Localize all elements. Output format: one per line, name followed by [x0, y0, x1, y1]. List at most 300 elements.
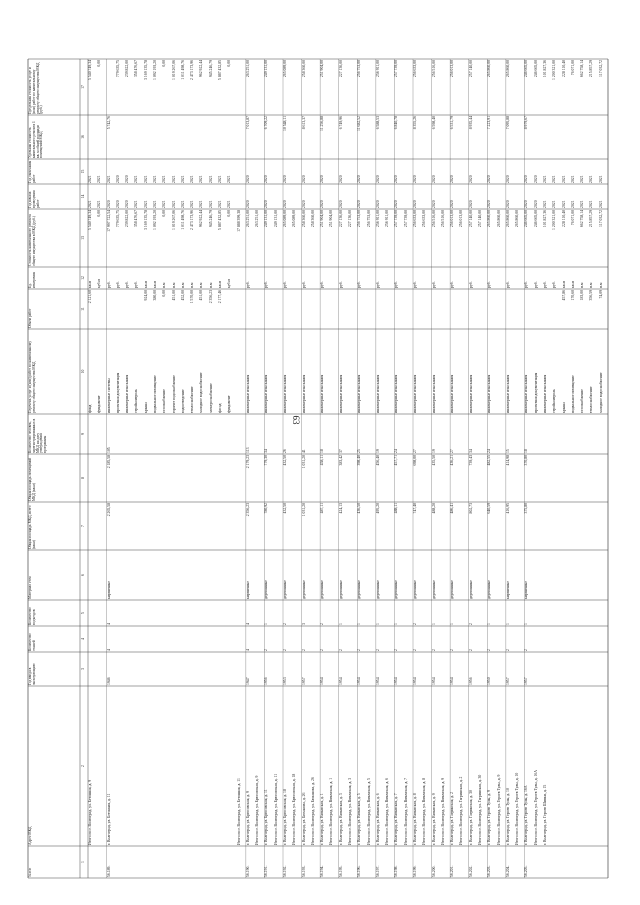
table-cell-y2: 2021	[598, 175, 603, 183]
table-cell-year: 1954	[375, 677, 380, 685]
table-cell-lim: 249 131,00	[264, 60, 269, 78]
table-cell-addr: Итого по г. Волгоград, ул. Гагринская, д. 30	[478, 774, 482, 845]
table-cell-y2: 2021	[570, 175, 575, 183]
table-cell-y1: 2021	[171, 200, 176, 208]
table-cell-addr: Итого по г. Волгоград, ул. Вязьмская, д. 6	[385, 777, 390, 845]
table-cell-y2: 2021	[190, 175, 195, 183]
column-header: Перечень услуг и (или) работ по капитальному ремонту общего имущества МКД	[28, 340, 36, 413]
table-cell-en: 2	[468, 623, 473, 625]
table-cell-year: 1954	[338, 677, 343, 685]
table-cell-cost: 265 860,00	[505, 210, 510, 228]
table-cell-cost: 256 013,00	[450, 210, 455, 228]
table-cell-mat: деревянные	[450, 580, 455, 599]
table-cell-spec: 8 935,44	[468, 116, 473, 130]
table-cell-year: 1946	[106, 677, 111, 685]
table-cell-y1: 2020	[533, 200, 538, 208]
table-cell-area: 640,59	[487, 503, 492, 514]
table-cell-lim: 246 665,00	[533, 60, 538, 78]
table-cell-addr: Итого по г. Волгоград, ул. Вязьмская, д. 9	[440, 777, 445, 845]
table-cell-fl: 2	[505, 649, 510, 651]
table-cell-vol: 0,00	[162, 290, 167, 297]
page-number: 63	[291, 415, 301, 425]
table-cell-work: инженерные изыскания	[338, 374, 343, 413]
table-cell-y2: 2021	[218, 175, 222, 183]
table-cell-spec: 6 588,53	[375, 116, 380, 130]
table-cell-lim: 239 822,00	[125, 60, 130, 78]
table-cell-area: 780,92	[264, 503, 269, 514]
table-cell-y1: 2020	[450, 200, 455, 208]
table-cell-lim: 256 633,00	[413, 60, 417, 78]
table-cell-mat: кирпичные	[505, 580, 510, 599]
table-cell-parea: 2 179,23	[245, 455, 250, 469]
table-cell-mat: деревянные	[357, 580, 362, 599]
table-cell-addr: г. Волгоград, ул. Гагринская, д. 30	[468, 790, 473, 845]
table-cell-ppl: 19	[375, 449, 380, 453]
table-cell-mat: деревянные	[468, 580, 473, 599]
table-cell-y2: 2020	[320, 175, 325, 183]
table-cell-cost: 256 753,00	[357, 210, 362, 228]
table-cell-lim: 256 911,00	[375, 60, 380, 77]
table-cell-area: 436,50	[357, 503, 362, 514]
table-cell-num: 56.191.	[264, 865, 269, 877]
table-cell-y2: 2020	[125, 175, 130, 183]
table-cell-cost: 246 665,00	[533, 210, 538, 228]
table-cell-parea: 456,40	[375, 455, 380, 466]
column-header: Ед. измерения	[28, 271, 36, 288]
table-cell-vol: 74,09	[598, 290, 603, 299]
table-cell-spec: 10 548,11	[283, 116, 287, 132]
table-cell-unit: кв.м	[561, 281, 566, 288]
column-number: 7	[80, 525, 85, 527]
table-cell-ppl: 15	[505, 449, 510, 453]
column-number: 8	[80, 477, 85, 479]
table-cell-year: 1954	[394, 677, 399, 685]
table-cell-parea: 457,71	[394, 455, 399, 466]
column-number: 4	[80, 638, 85, 640]
table-cell-unit: руб.	[524, 281, 529, 288]
table-cell-work: инженерные изыскания	[505, 374, 510, 413]
table-cell-num: 56.203.	[487, 865, 492, 877]
table-cell-ppl: 24	[394, 449, 399, 453]
table-cell-spec: 8 613,37	[301, 116, 306, 130]
table-cell-cost: 1 200 321,00	[552, 210, 557, 230]
table-cell-y1: 2020	[320, 200, 325, 208]
table-cell-unit: кв.м	[88, 281, 92, 288]
table-cell-spec: 8 355,26	[413, 116, 417, 130]
table-cell-y2: 2020	[301, 175, 306, 183]
table-cell-fl: 2	[487, 649, 492, 651]
table-cell-spec: 6 531,79	[450, 116, 455, 130]
table-cell-mat: деревянные	[283, 580, 287, 599]
table-cell-en: 2	[283, 623, 287, 625]
table-cell-year: 1953	[283, 677, 287, 685]
table-cell-addr: Итого по г. Волгоград, ул. Героев Тулы, д. 10	[515, 772, 520, 845]
table-cell-ppl: 41	[301, 449, 306, 453]
table-cell-cost: 0,00	[97, 210, 102, 217]
table-cell-fl: 2	[394, 649, 399, 651]
table-cell-addr: г. Волгоград, ул. Вязьмская, д. 7	[394, 793, 399, 845]
table-cell-year: 1954	[431, 677, 436, 685]
table-cell-year: 1956	[264, 677, 269, 685]
table-cell-area: 1 031,20	[301, 503, 306, 517]
table-cell-y1: 2021	[561, 200, 566, 208]
table-cell-lim: 257 739,00	[394, 60, 399, 78]
table-cell-vol: 2 177,46	[218, 290, 222, 304]
table-cell-lim: 5 887 432,85	[218, 60, 222, 80]
table-cell-y2: 2021	[589, 175, 594, 183]
column-number: 14	[80, 194, 85, 199]
table-cell-y1: 2020	[283, 200, 287, 208]
table-cell-y2: 2020	[487, 175, 492, 183]
table-cell-en: 1	[431, 623, 436, 625]
column-number: 17	[80, 85, 85, 89]
table-cell-y1: 2021	[570, 200, 575, 208]
table-cell-addr: г. Волгоград, ул. Брюсовская, д. 11	[264, 789, 269, 845]
column-header: Стоимость капитального ремонта общего имущества в МКД (руб.)	[28, 214, 36, 266]
table-cell-area: 424,13	[338, 503, 343, 514]
table-cell-y2: 2020	[394, 175, 399, 183]
table-cell-ppl: 113	[245, 447, 250, 453]
table-cell-y2: 2021	[143, 175, 148, 183]
table-cell-vol: 451,00	[171, 290, 176, 301]
table-cell-cost: 228 110,40	[561, 210, 566, 227]
table-cell-en: 4	[245, 623, 250, 625]
column-header: Адрес МКД	[28, 826, 32, 845]
table-cell-ppl: 34	[264, 449, 269, 453]
table-cell-ppl: 37	[338, 449, 343, 453]
table-cell-unit: кв.м	[218, 281, 222, 288]
table-cell-y1: 2020	[394, 200, 399, 208]
table-cell-cost: 227 136,00	[348, 210, 352, 228]
table-cell-y1: 2020	[125, 200, 130, 208]
column-header: Удельная стоимость капитального ремонта 1 кв. м общей площади помещений МКД	[28, 121, 44, 158]
table-cell-year: 1957	[505, 677, 510, 685]
table-cell-mat: деревянные	[301, 580, 306, 599]
column-header: Год ввода в эксплуатацию	[28, 663, 36, 685]
table-cell-cost: 265 860,00	[487, 210, 492, 228]
table-cell-cost: 256 633,00	[422, 210, 427, 228]
rotated-table	[28, 28, 608, 878]
table-cell-year: 1954	[357, 677, 362, 685]
table-cell-cost: 257 140,00	[468, 210, 473, 228]
table-cell-y1: 2021	[227, 200, 232, 208]
table-cell-num: 56.200.	[431, 865, 436, 877]
table-cell-cost: 0,00	[162, 210, 167, 217]
table-cell-cost: 249 131,00	[273, 210, 278, 228]
table-cell-unit: п.м	[580, 282, 585, 288]
table-cell-lim: 227 136,00	[338, 60, 343, 78]
table-cell-work: крыша	[143, 402, 148, 413]
table-cell-work: подвальное помещение	[153, 375, 157, 413]
table-cell-vol: 2 121,60	[88, 290, 92, 304]
table-cell-unit: руб.	[543, 281, 547, 288]
table-cell-num: 56.199.	[413, 865, 417, 877]
table-cell-addr: г. Волгоград, ул. Брюсовская, д. 18	[283, 789, 287, 845]
table-cell-parea: 370,80	[524, 455, 529, 466]
column-header: Объем работ	[28, 308, 32, 328]
table-cell-work: инженерные изыскания	[468, 374, 473, 413]
table-cell-mat: деревянные	[375, 580, 380, 599]
table-cell-parea: 482,55	[487, 455, 492, 466]
table-cell-spec: 11 256,88	[320, 116, 325, 132]
table-cell-lim: 1 019 267,06	[171, 60, 176, 80]
table-cell-fl: 2	[264, 649, 269, 651]
table-cell-cost: 263 251,00	[245, 210, 250, 228]
table-cell-work: инженерные изыскания	[524, 374, 529, 413]
table-cell-unit: руб.	[375, 281, 380, 288]
table-cell-unit: руб.	[115, 281, 120, 288]
table-cell-year: 1954	[450, 677, 455, 685]
table-cell-cost: 1 092 193,20	[153, 210, 157, 230]
table-cell-lim: 258 360,00	[301, 60, 306, 78]
table-cell-addr: Итого по г. Волгоград, ул. Вязьмская, д. 7	[403, 777, 408, 845]
table-cell-fl: 4	[106, 649, 111, 651]
table-cell-area: 432,50	[283, 503, 287, 514]
table-cell-year: 1947	[245, 677, 250, 685]
table-cell-parea: 398,40	[357, 455, 362, 466]
table-cell-lim: 5 540 749,34	[88, 60, 92, 80]
table-cell-addr: г. Волгоград, ул. Героев Тулы, д. 10	[505, 788, 510, 845]
table-cell-lim: 0,00	[227, 60, 232, 67]
table-cell-lim: 662 758,14	[580, 60, 585, 78]
table-cell-unit: руб.	[301, 281, 306, 288]
table-cell-unit: руб.	[450, 281, 455, 288]
table-cell-y2: 2020	[413, 175, 417, 183]
table-cell-y2: 2021	[199, 175, 204, 183]
table-cell-lim: 945 246,79	[208, 60, 213, 78]
table-cell-ppl: 27	[413, 449, 417, 453]
column-number: 15	[80, 169, 85, 174]
table-cell-work: водоотведение	[180, 389, 185, 413]
table-cell-lim: 257 140,00	[468, 60, 473, 78]
table-cell-fl: 2	[320, 649, 325, 651]
table-cell-vol: 183,00	[580, 290, 585, 301]
table-cell-unit: руб.	[394, 281, 399, 288]
table-cell-unit: п.м	[190, 282, 195, 288]
table-cell-parea: 779,30	[264, 455, 269, 466]
table-cell-y2: 2021	[180, 175, 185, 183]
table-cell-spec: 7 013,87	[245, 116, 250, 130]
table-cell-work: фасад	[218, 403, 222, 413]
table-cell-ppl: 34	[468, 449, 473, 453]
table-cell-y1: 2021	[218, 200, 222, 208]
table-cell-vol: 380,00	[153, 290, 157, 301]
table-cell-vol: 451,00	[199, 290, 204, 301]
table-cell-y2: 2020	[245, 175, 250, 183]
table-cell-cost: 101 827,36	[543, 210, 547, 228]
table-cell-cost: 257 739,00	[394, 210, 399, 228]
table-cell-cost: 246 665,00	[524, 210, 529, 228]
table-cell-spec: 6 840,78	[394, 116, 399, 130]
table-cell-y1: 2020	[115, 200, 120, 208]
column-header: Год начала проведения работ	[28, 190, 40, 208]
table-cell-cost: 3 169 135,78	[143, 210, 148, 230]
table-cell-cost: 17 888 399,38	[236, 210, 241, 232]
table-cell-ppl: 25	[357, 449, 362, 453]
table-cell-work: инженерные системы	[106, 378, 111, 413]
table-cell-cost: 5 540 749,34	[88, 210, 92, 230]
table-cell-mat: кирпичные	[245, 580, 250, 599]
table-cell-parea: 1 031,20	[301, 455, 306, 469]
column-header: Предельная стоимость услуг и (или) работ по капитальному ремонту общего имущества МКД (руб.)	[28, 62, 44, 114]
table-cell-y1: 2020	[505, 200, 510, 208]
column-number: 1	[80, 861, 85, 863]
table-cell-work: проектная документация	[533, 372, 538, 413]
table-cell-lim: 265 860,00	[487, 60, 492, 78]
table-cell-num: 56.195.	[338, 865, 343, 877]
table-cell-fl: 2	[468, 649, 473, 651]
table-cell-en: 1	[450, 623, 455, 625]
table-cell-fl: 2	[450, 649, 455, 651]
table-cell-ppl: 19	[431, 449, 436, 453]
column-number: 6	[80, 574, 85, 576]
table-cell-mat: деревянные	[320, 580, 325, 599]
table-cell-mat: деревянные	[264, 580, 269, 599]
table-cell-fl: 2	[357, 649, 362, 651]
table-cell-work: инженерные изыскания	[264, 374, 269, 413]
table-cell-en: 1	[524, 623, 529, 625]
table-cell-cost: 1 019 267,06	[171, 210, 176, 230]
table-cell-y1: 2020	[301, 200, 306, 208]
table-cell-y2: 2021	[134, 175, 139, 183]
table-cell-ppl: 18	[320, 449, 325, 453]
table-cell-num: 56.196.	[357, 865, 362, 877]
table-cell-fl: 2	[431, 649, 436, 651]
table-cell-unit: п.м	[171, 282, 176, 288]
table-cell-work: инженерные изыскания	[301, 374, 306, 413]
table-cell-y1: 2021	[134, 200, 139, 208]
table-cell-y1: 2021	[208, 200, 213, 208]
table-cell-year: 1956	[468, 677, 473, 685]
table-cell-y1: 2021	[598, 200, 603, 208]
table-cell-addr: Итого по г. Волгоград, ул. Вязьмская, д. 3	[348, 777, 352, 845]
table-cell-work: инженерные изыскания	[394, 374, 399, 413]
table-cell-work: крыша	[561, 402, 566, 413]
table-cell-cost: 215 857,29	[589, 210, 594, 228]
table-cell-area: 486,41	[450, 503, 455, 514]
table-cell-vol: 1 570,00	[190, 290, 195, 304]
table-cell-y1: 2021	[580, 200, 585, 208]
table-cell-y1: 2020	[431, 200, 436, 208]
table-cell-unit: п.м	[208, 282, 213, 288]
table-cell-addr: г. Волгоград, ул. Героев Шипки, д. 15	[543, 784, 547, 845]
table-cell-y1: 2021	[543, 200, 547, 208]
column-number: 11	[80, 307, 85, 311]
table-cell-y1: 2020	[468, 200, 473, 208]
column-number: 5	[80, 612, 85, 614]
table-cell-en: 2	[320, 623, 325, 625]
table-cell-cost: 258 360,00	[301, 210, 306, 228]
table-cell-work: инженерные изыскания	[543, 374, 547, 413]
table-cell-en: 3	[301, 623, 306, 625]
table-cell-addr: г. Волгоград, ул. Бюханова, д. 26	[301, 792, 306, 845]
table-cell-unit: руб.	[533, 281, 538, 288]
table-cell-cost: 249 131,00	[264, 210, 269, 228]
table-cell-num: 56.204.	[505, 865, 510, 877]
table-cell-work: инженерные изыскания	[375, 374, 380, 413]
table-cell-y1: 2021	[589, 200, 594, 208]
table-cell-work: инженерные изыскания	[125, 374, 130, 413]
table-cell-unit: кв.м	[153, 281, 157, 288]
table-cell-unit: руб.	[134, 281, 139, 288]
table-cell-addr: Итого по г. Волгоград, ул. Вязьмская, д. 1	[329, 777, 334, 845]
table-cell-work: подвальное помещение	[570, 375, 575, 413]
table-cell-work: инженерные изыскания	[431, 374, 436, 413]
table-cell-lim: 0,00	[162, 60, 167, 67]
table-cell-fl: 2	[338, 649, 343, 651]
table-cell-y1: 2020	[357, 200, 362, 208]
table-cell-y2: 2021	[227, 175, 232, 183]
table-cell-lim: 3 169 135,78	[143, 60, 148, 80]
table-cell-y2: 2021	[208, 175, 213, 183]
table-cell-spec: 7 223,91	[487, 116, 492, 130]
table-cell-work: инженерные изыскания	[450, 374, 455, 413]
table-cell-ppl: 105	[106, 447, 111, 453]
table-cell-addr: Итого по г. Волгоград, ул. Героев Тулы, д. 16А	[533, 769, 538, 845]
table-cell-addr: г. Волгоград, ул. Героев Тулы, д. 16А	[524, 785, 529, 845]
table-cell-y1: 2020	[106, 200, 111, 208]
table-cell-lim: 76 071,00	[570, 60, 575, 76]
table-cell-y1: 2020	[245, 200, 250, 208]
table-cell-work: проектная документация	[115, 372, 120, 413]
table-cell-parea: 436,21	[450, 455, 455, 466]
table-cell-y1: 2021	[97, 200, 102, 208]
table-cell-cost: 265 089,00	[292, 210, 297, 228]
table-cell-work: фундамент	[227, 395, 232, 413]
table-cell-addr: Итого по г. Волгоград, ул. Бетонная, д. 11	[236, 778, 241, 845]
table-cell-spec: 6 598,40	[431, 116, 436, 130]
table-cell-year: 1957	[524, 677, 529, 685]
table-cell-lim: 246 665,00	[524, 60, 529, 78]
table-cell-fl: 2	[301, 649, 306, 651]
table-cell-cost: 251 904,00	[329, 210, 334, 228]
table-cell-ppl: 18	[524, 449, 529, 453]
table-cell-y2: 2020	[357, 175, 362, 183]
table-cell-vol: 356,59	[589, 290, 594, 301]
table-cell-lim: 263 251,00	[245, 60, 250, 78]
table-cell-y2: 2020	[468, 175, 473, 183]
table-cell-mat: кирпичные	[524, 580, 529, 599]
table-cell-work: горячее водоснабжение	[171, 375, 176, 413]
table-cell-addr: г. Волгоград, ул. Вязьмская, д. 8	[413, 793, 417, 845]
table-cell-addr: г. Волгоград, ул. Вязьмская, д. 6	[375, 793, 380, 845]
table-cell-en: 1	[487, 623, 492, 625]
table-cell-lim: 0,00	[97, 60, 102, 67]
table-cell-cost: 258 360,00	[310, 210, 315, 228]
table-cell-y1: 2020	[375, 200, 380, 208]
column-header: Общая площадь МКД, всего (кв.м)	[28, 505, 36, 549]
table-cell-addr: Итого по г. Волгоград, ул. Вязьмская, д. 5	[366, 777, 371, 845]
table-cell-unit: п.м	[589, 282, 594, 288]
table-cell-parea: 698,00	[413, 455, 417, 466]
table-cell-mat: деревянные	[394, 580, 399, 599]
table-cell-y1: 2021	[552, 200, 557, 208]
table-cell-cost: 265 860,00	[515, 210, 520, 228]
table-cell-work: инженерные изыскания	[487, 374, 492, 413]
table-cell-num: 56.190.	[245, 865, 250, 877]
table-cell-work: инженерные изыскания	[413, 374, 417, 413]
table-cell-parea: 383,42	[338, 455, 343, 466]
table-cell-addr: г. Волгоград, ул. Бетонная, д. 11	[106, 793, 111, 845]
table-cell-num: 56.192.	[283, 865, 287, 877]
column-header: Год окончания работ	[28, 160, 36, 183]
table-cell-y1: 2021	[199, 200, 204, 208]
table-cell-cost: 239 822,00	[125, 210, 130, 228]
table-cell-work: инженерные изыскания	[357, 374, 362, 413]
table-cell-cost: 257 140,00	[478, 210, 482, 228]
table-cell-fl: 4	[245, 649, 250, 651]
table-cell-spec: 6 749,96	[338, 116, 343, 130]
